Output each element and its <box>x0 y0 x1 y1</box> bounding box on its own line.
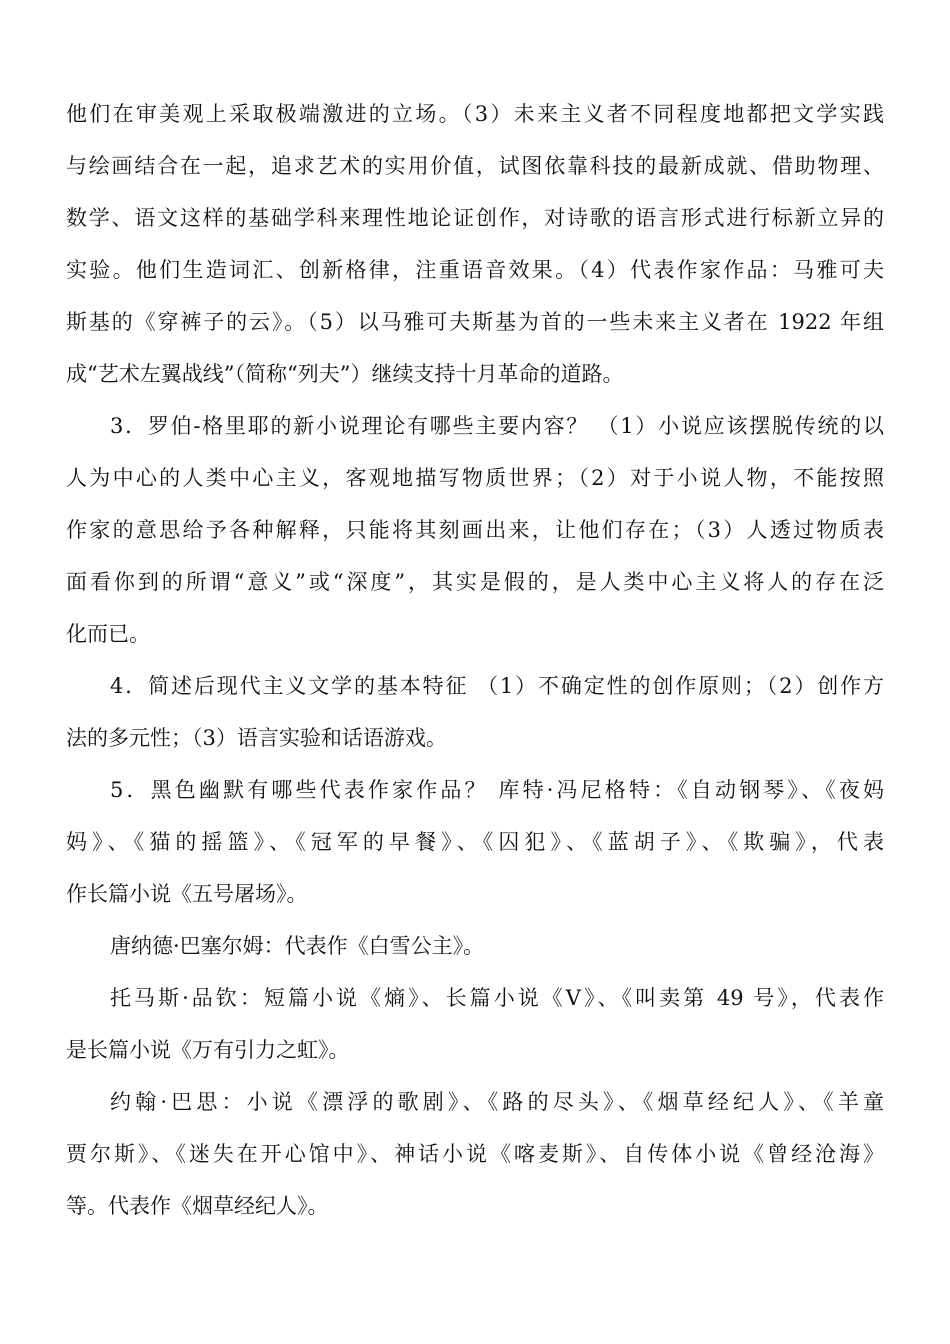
text-line: 与绘画结合在一起，追求艺术的实用价值，试图依靠科技的最新成就、借助物理、 <box>66 154 884 178</box>
text-line: 成“艺术左翼战线”（简称“列夫”）继续支持十月革命的道路。 <box>66 362 624 386</box>
author-barth-line: 约翰·巴思：小说《漂浮的歌剧》、《路的尽头》、《烟草经纪人》、《羊童 <box>110 1090 884 1114</box>
question-3-line: 3．罗伯-格里耶的新小说理论有哪些主要内容？ （1）小说应该摆脱传统的以 <box>110 414 884 438</box>
text-line: 他们在审美观上采取极端激进的立场。（3）未来主义者不同程度地都把文学实践 <box>66 102 884 126</box>
question-4-line: 4．简述后现代主义文学的基本特征 （1）不确定性的创作原则；（2）创作方 <box>110 674 884 698</box>
text-line: 妈》、《猫的摇篮》、《冠军的早餐》、《囚犯》、《蓝胡子》、《欺骗》，代表 <box>66 830 884 854</box>
text-line: 作家的意思给予各种解释，只能将其刻画出来，让他们存在；（3）人透过物质表 <box>66 518 884 542</box>
text-line: 实验。他们生造词汇、创新格律，注重语音效果。（4）代表作家作品：马雅可夫 <box>66 258 884 282</box>
author-pynchon-line: 托马斯·品钦：短篇小说《熵》、长篇小说《V》、《叫卖第 49 号》，代表作 <box>110 986 884 1010</box>
text-line: 斯基的《穿裤子的云》。（5）以马雅可夫斯基为首的一些未来主义者在 1922 年组 <box>66 310 884 334</box>
question-5-line: 5．黑色幽默有哪些代表作家作品？ 库特·冯尼格特：《自动钢琴》、《夜妈 <box>110 778 884 802</box>
text-line: 贾尔斯》、《迷失在开心馆中》、神话小说《喀麦斯》、自传体小说《曾经沧海》 <box>66 1142 884 1166</box>
text-line: 等。代表作《烟草经纪人》。 <box>66 1194 329 1218</box>
text-line: 数学、语文这样的基础学科来理性地论证创作，对诗歌的语言形式进行标新立异的 <box>66 206 884 230</box>
text-line: 法的多元性；（3）语言实验和话语游戏。 <box>66 726 447 750</box>
text-line: 作长篇小说《五号屠场》。 <box>66 882 308 906</box>
text-line: 是长篇小说《万有引力之虹》。 <box>66 1038 350 1062</box>
author-barthelme-line: 唐纳德·巴塞尔姆：代表作《白雪公主》。 <box>110 934 485 958</box>
text-line: 化而已。 <box>66 622 150 646</box>
text-line: 面看你到的所谓“意义”或“深度”，其实是假的，是人类中心主义将人的存在泛 <box>66 570 884 594</box>
text-line: 人为中心的人类中心主义，客观地描写物质世界；（2）对于小说人物，不能按照 <box>66 466 884 490</box>
